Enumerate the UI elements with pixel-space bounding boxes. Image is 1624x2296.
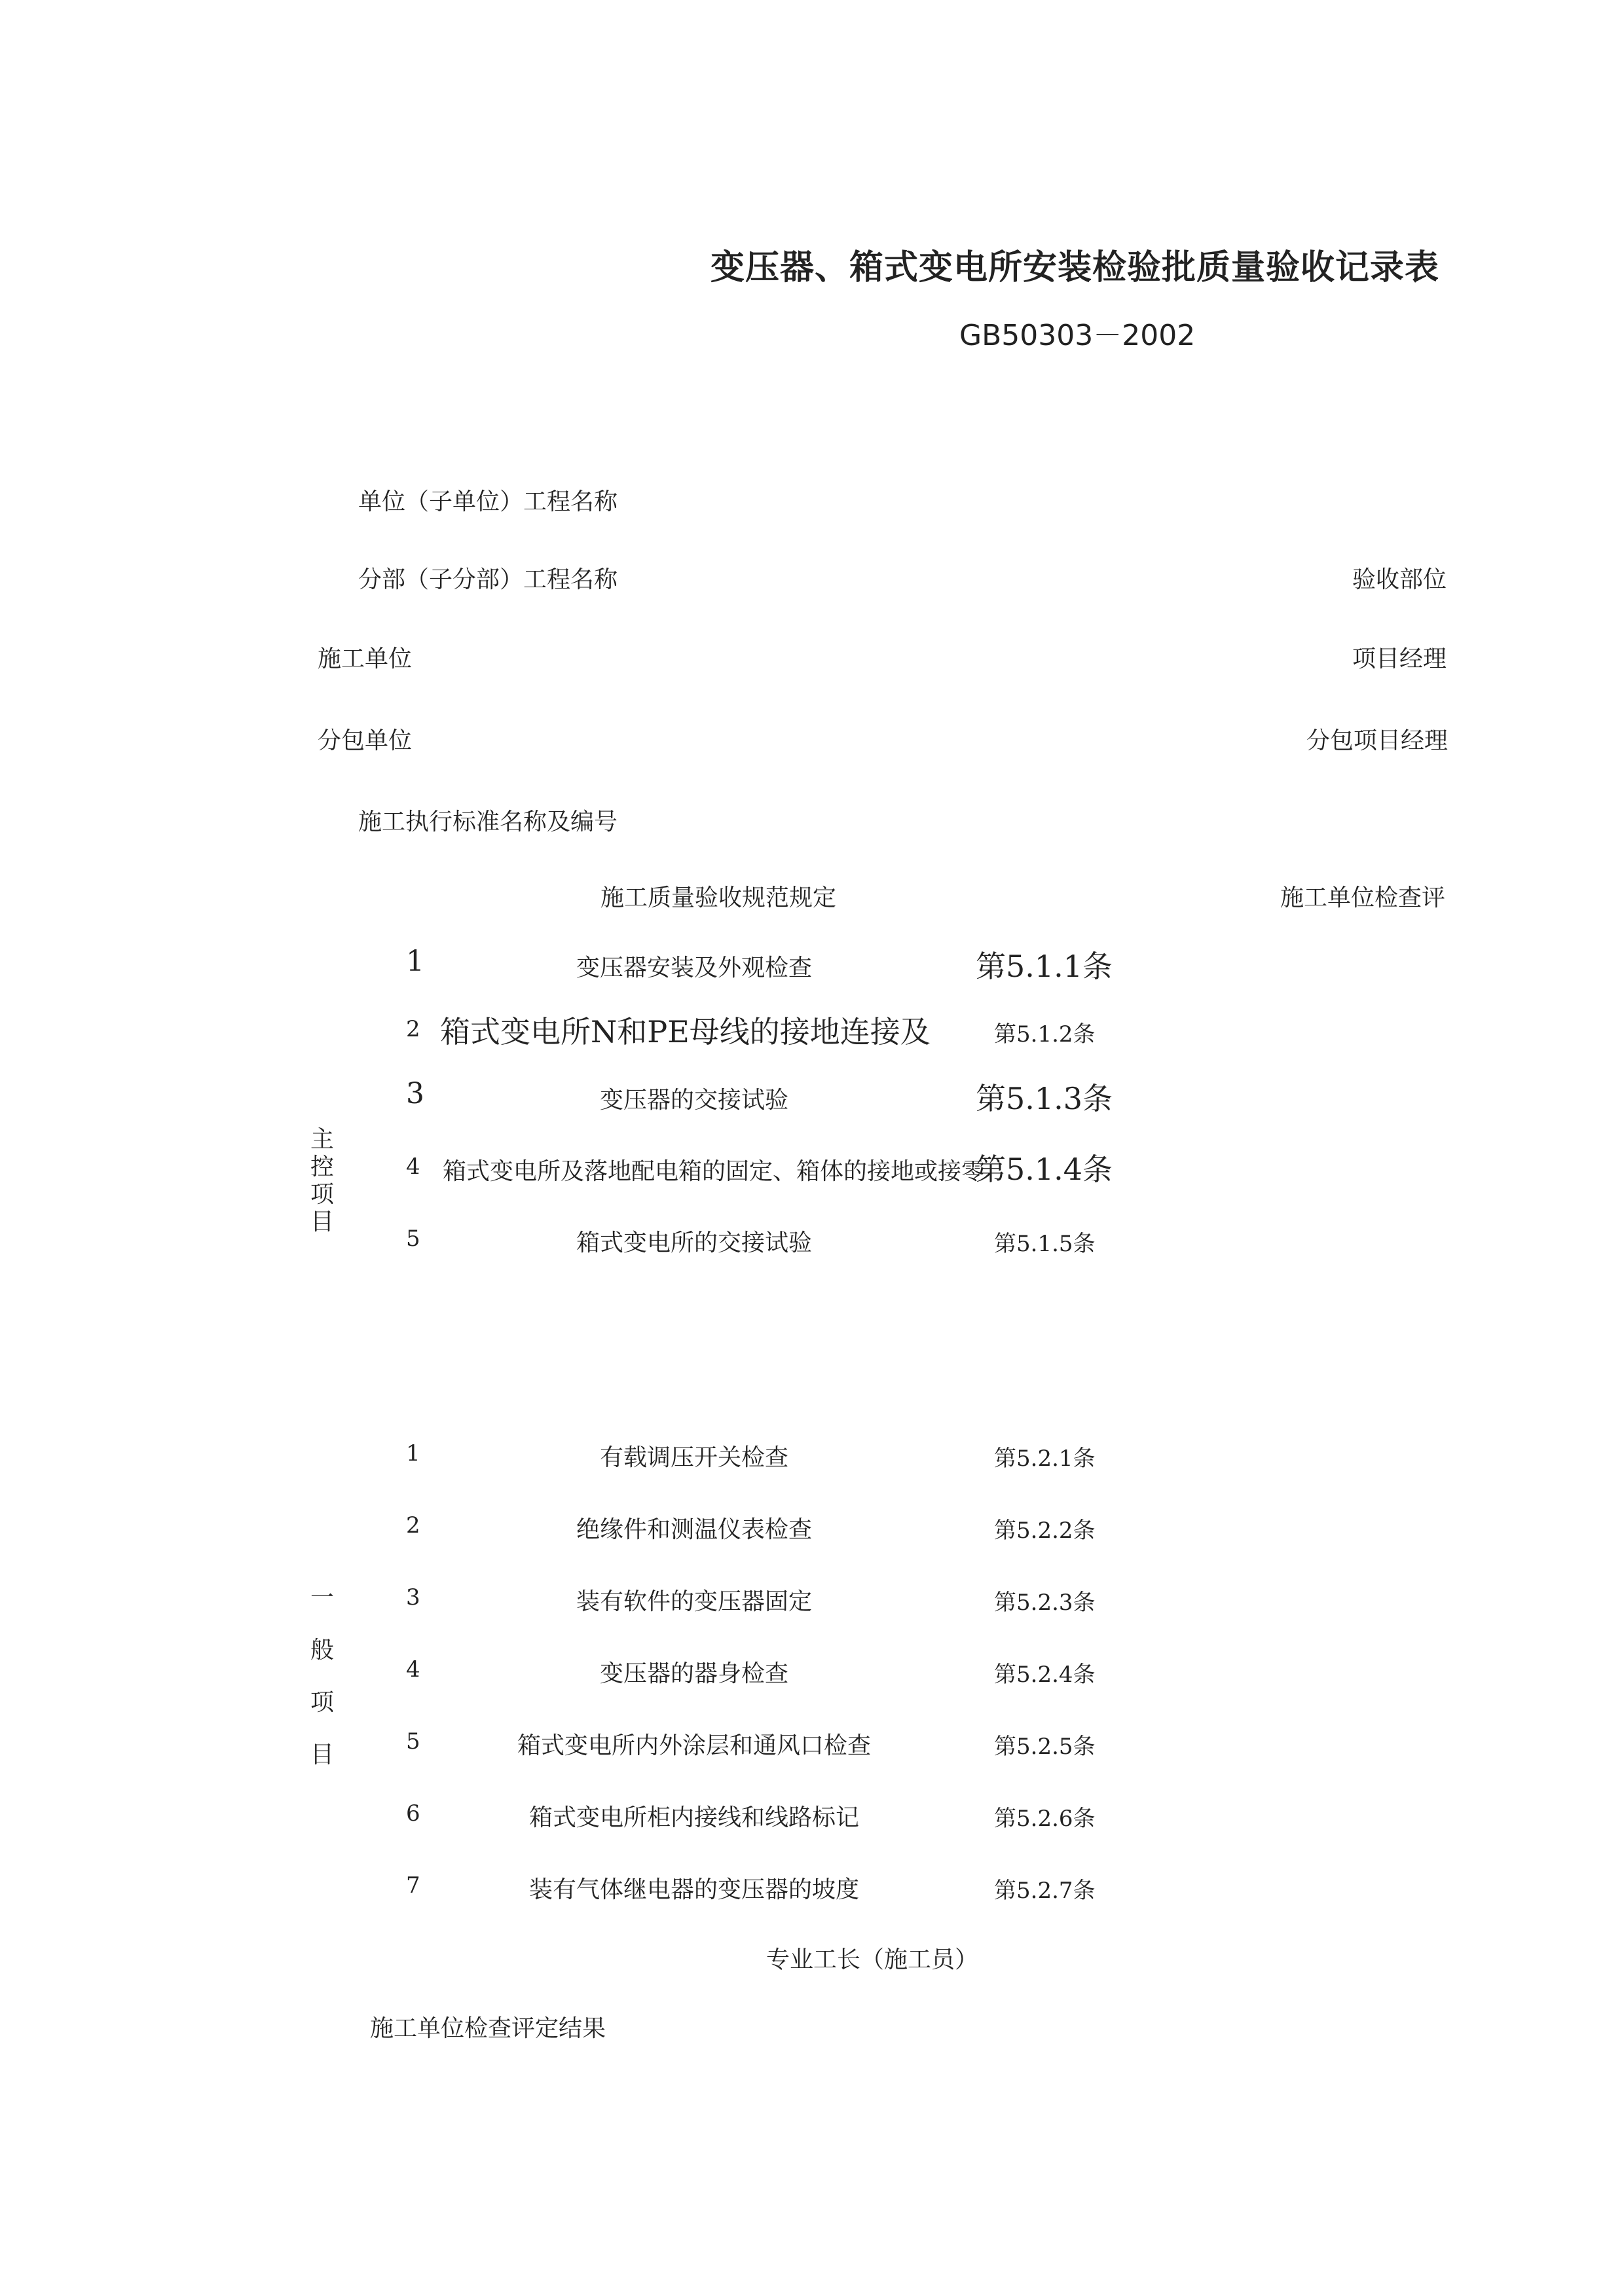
general-item-3-name: 装有软件的变压器固定 (576, 1588, 812, 1615)
main-item-2-name: 箱式变电所N和PE母线的接地连接及 (440, 1014, 931, 1049)
general-item-7-no: 7 (406, 1872, 420, 1899)
main-item-3-name: 变压器的交接试验 (599, 1087, 788, 1114)
main-item-1-clause: 第5.1.1条 (976, 949, 1113, 984)
main-item-4-name: 箱式变电所及落地配电箱的固定、箱体的接地或接零 (443, 1158, 986, 1185)
general-item-5-clause: 第5.2.5条 (994, 1734, 1096, 1760)
general-item-2-name: 绝缘件和测温仪表检查 (576, 1516, 812, 1543)
unit-project-label: 单位（子单位）工程名称 (358, 488, 618, 515)
foreman-label: 专业工长（施工员） (766, 1946, 979, 1973)
general-label: 一 般 项 目 (310, 1584, 334, 1768)
main-control-label: 主 控 项 目 (310, 1126, 334, 1235)
general-item-4-no: 4 (406, 1656, 420, 1683)
main-item-2-name-cell (440, 1008, 931, 1054)
general-item-2-clause: 第5.2.2条 (994, 1518, 1096, 1544)
main-item-3-no: 3 (406, 1077, 424, 1110)
general-item-6-clause: 第5.2.6条 (994, 1806, 1096, 1832)
spec-header: 施工质量验收规范规定 (600, 884, 837, 911)
main-item-1-no: 1 (406, 945, 424, 978)
main-item-1-name: 变压器安装及外观检查 (576, 955, 812, 981)
general-item-5-name: 箱式变电所内外涂层和通风口检查 (517, 1732, 871, 1759)
main-item-5-clause: 第5.1.5条 (994, 1231, 1096, 1257)
general-item-7-name: 装有气体继电器的变压器的坡度 (528, 1876, 859, 1903)
general-item-1-clause: 第5.2.1条 (994, 1446, 1096, 1472)
general-item-4-clause: 第5.2.4条 (994, 1662, 1096, 1688)
general-item-3-clause: 第5.2.3条 (994, 1590, 1096, 1616)
main-item-3-clause: 第5.1.3条 (976, 1081, 1113, 1116)
project-manager-label: 项目经理 (1352, 646, 1447, 672)
main-item-5-name: 箱式变电所的交接试验 (576, 1230, 812, 1256)
evaluation-header: 施工单位检查评 (1280, 884, 1446, 911)
main-item-5-no: 5 (406, 1226, 420, 1252)
page-title: 变压器、箱式变电所安装检验批质量验收记录表 (710, 248, 1440, 287)
general-item-6-no: 6 (406, 1800, 420, 1827)
construction-unit-label: 施工单位 (318, 646, 413, 672)
main-item-4-clause: 第5.1.4条 (976, 1152, 1113, 1187)
evaluation-result-label: 施工单位检查评定结果 (370, 2015, 606, 2042)
main-item-4-name-cell (443, 1149, 986, 1186)
main-item-2-clause: 第5.1.2条 (994, 1021, 1096, 1048)
sub-project-label: 分部（子分部）工程名称 (358, 566, 618, 593)
general-item-7-clause: 第5.2.7条 (994, 1878, 1096, 1904)
sub-project-manager-label: 分包项目经理 (1306, 727, 1449, 754)
general-item-1-name: 有载调压开关检查 (599, 1444, 788, 1471)
general-item-6-name: 箱式变电所柜内接线和线路标记 (528, 1804, 859, 1831)
general-item-3-no: 3 (406, 1584, 420, 1611)
general-item-5-no: 5 (406, 1728, 420, 1755)
main-item-2-no: 2 (406, 1016, 420, 1042)
general-item-2-no: 2 (406, 1512, 420, 1539)
main-item-4-no: 4 (406, 1154, 420, 1180)
standard-name-label: 施工执行标准名称及编号 (358, 809, 618, 835)
standard-code: GB50303－2002 (959, 319, 1196, 352)
general-item-1-no: 1 (406, 1440, 420, 1467)
acceptance-part-label: 验收部位 (1352, 566, 1447, 593)
subcontractor-label: 分包单位 (318, 727, 413, 754)
general-item-4-name: 变压器的器身检查 (599, 1660, 788, 1687)
